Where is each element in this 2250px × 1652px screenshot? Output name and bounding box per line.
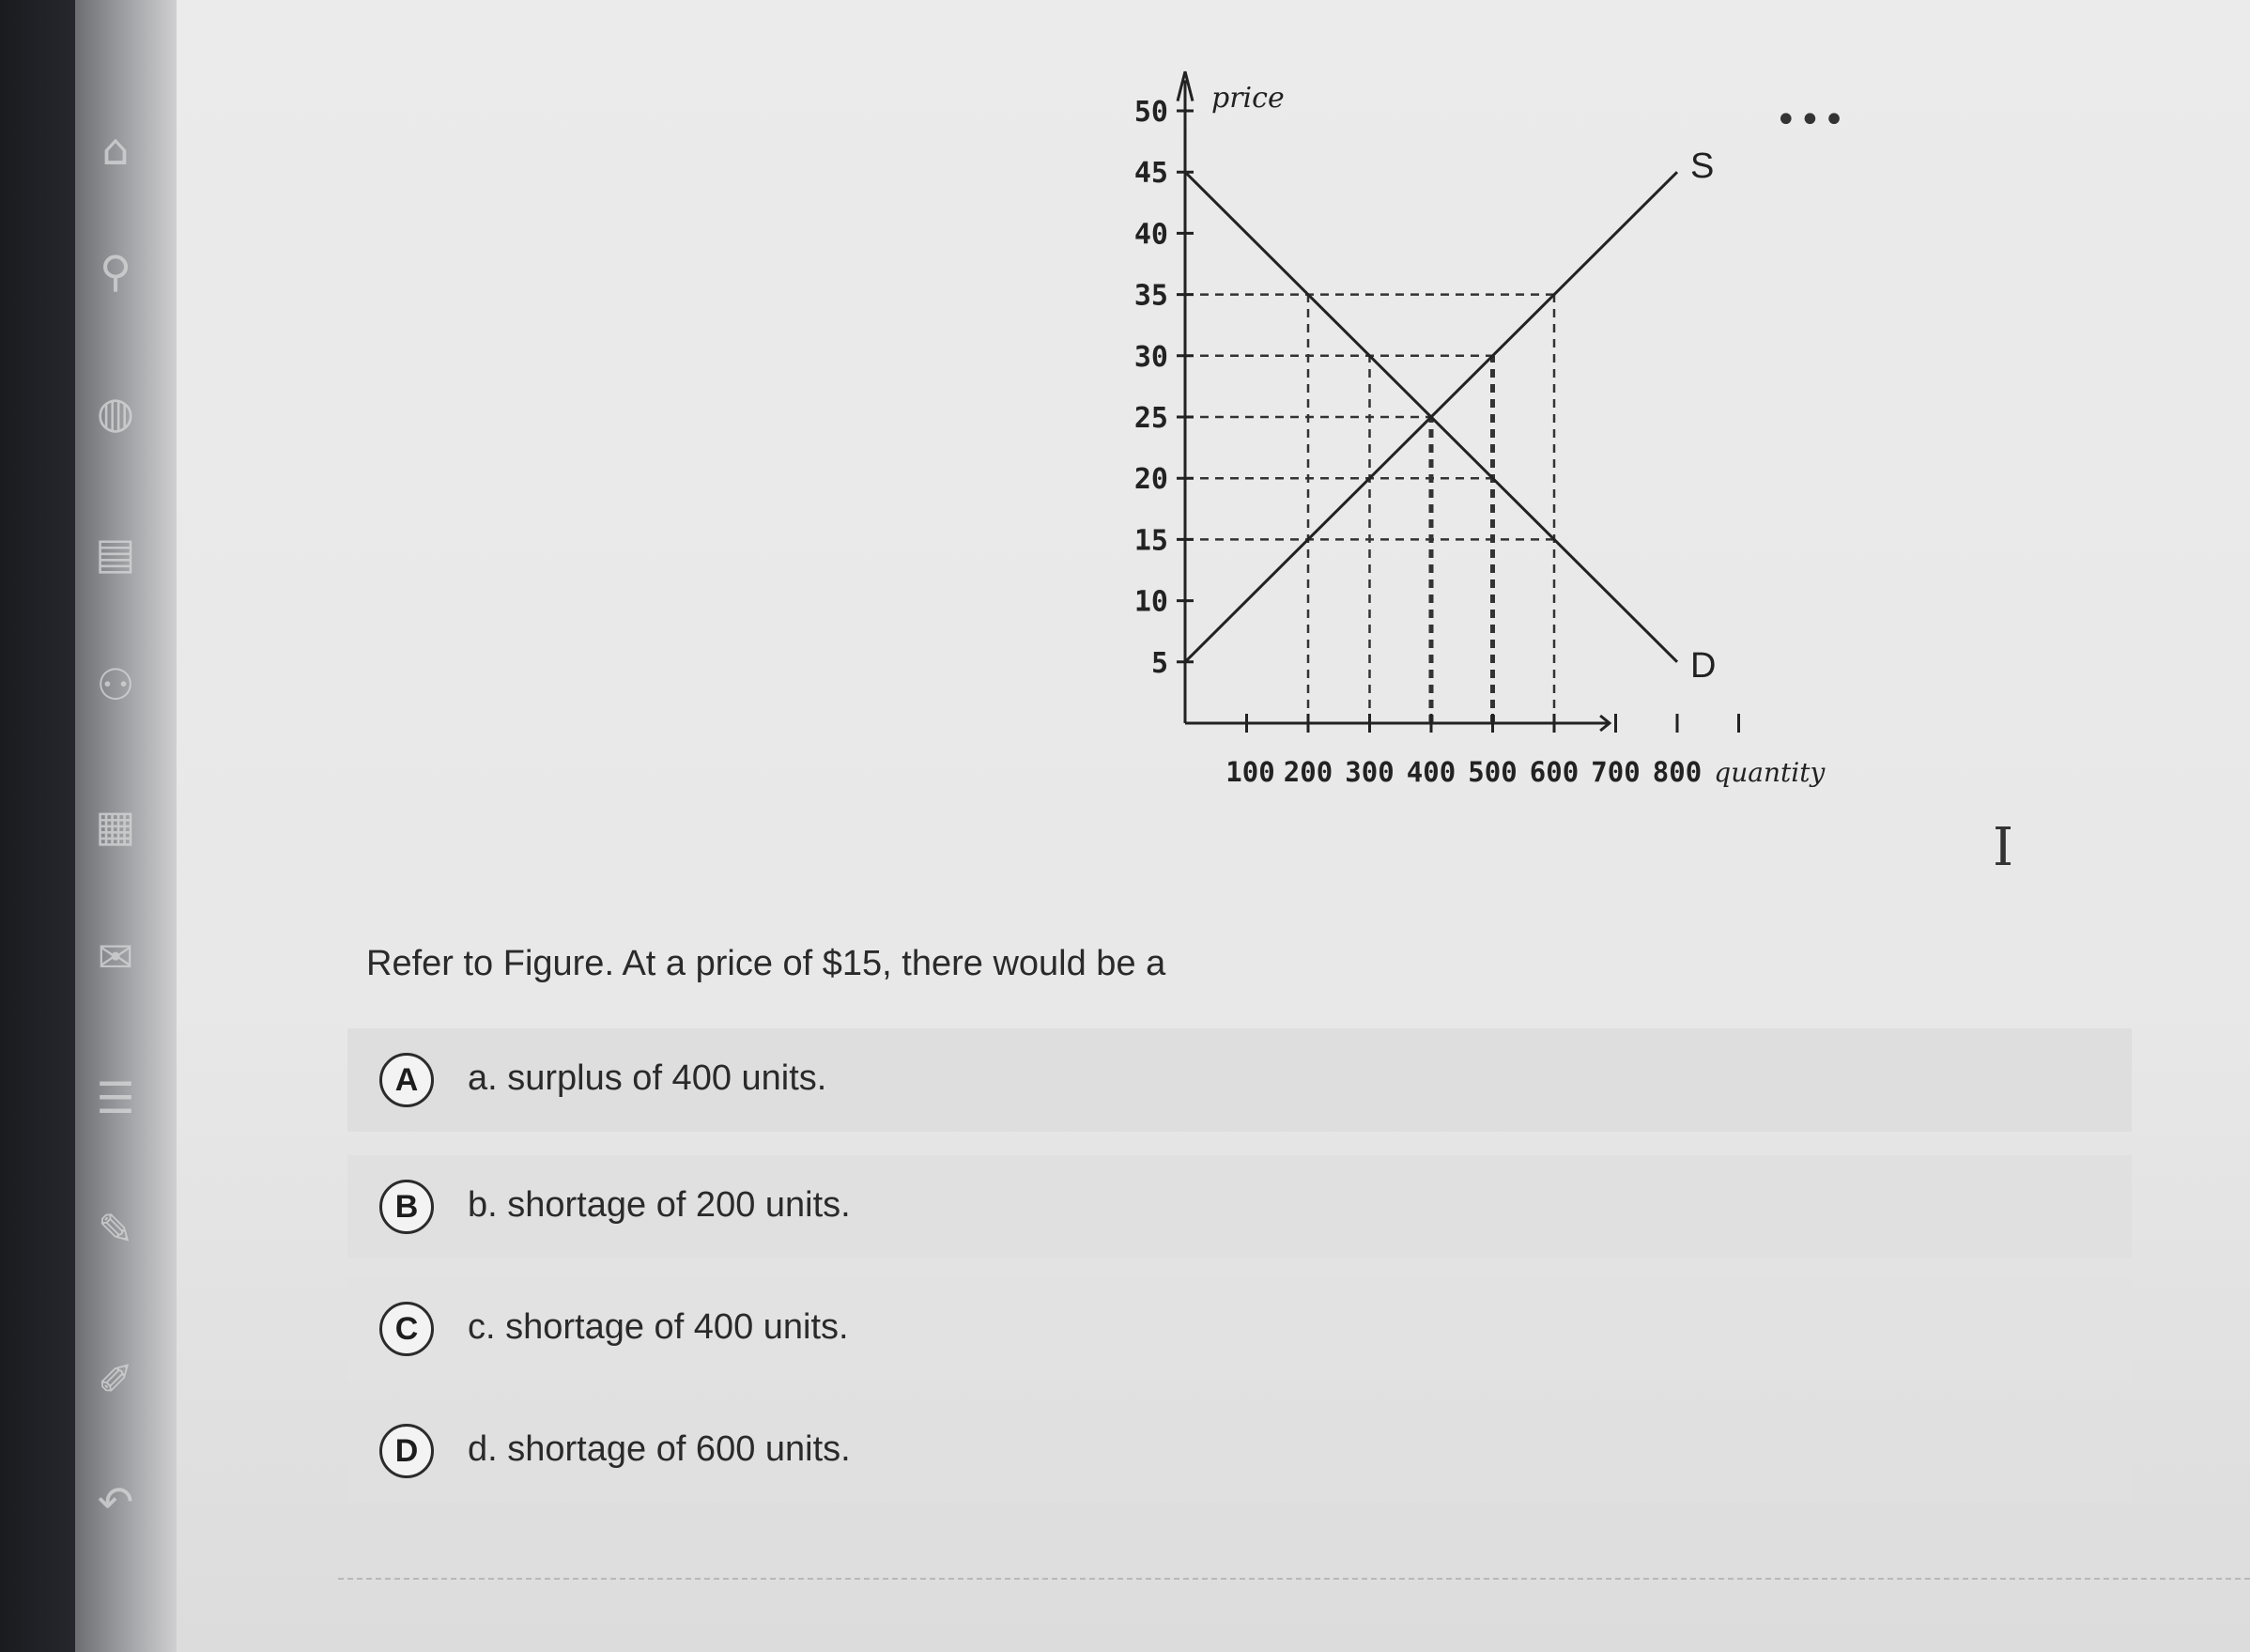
series-label-s: S	[1690, 147, 1715, 187]
bottom-divider	[338, 1578, 2250, 1580]
y-tick-label: 10	[1133, 585, 1168, 619]
question-text: Refer to Figure. At a price of $15, there would be a	[366, 944, 1166, 983]
x-tick-label: 500	[1468, 756, 1518, 788]
option-c[interactable]	[347, 1277, 2132, 1381]
y-axis-label: price	[1211, 82, 1285, 116]
x-tick-label: 800	[1652, 756, 1703, 788]
y-tick-label: 30	[1133, 340, 1168, 374]
option-d-text: d. shortage of 600 units.	[468, 1429, 851, 1469]
supply-demand-figure	[1108, 61, 1878, 812]
text-cursor-icon: Ι	[1993, 817, 2014, 878]
option-a-badge[interactable]: A	[379, 1053, 434, 1107]
highlighter-icon[interactable]: ✎	[97, 1204, 134, 1255]
x-tick-label: 300	[1345, 756, 1395, 788]
y-tick-label: 40	[1133, 218, 1168, 252]
y-tick-label: 50	[1133, 96, 1168, 129]
option-b-badge[interactable]: B	[379, 1180, 434, 1234]
y-tick-label: 25	[1133, 402, 1168, 435]
y-tick-label: 15	[1133, 524, 1168, 558]
option-c-badge[interactable]: C	[379, 1302, 434, 1356]
panel-icon[interactable]: ▤	[95, 528, 136, 579]
y-tick-label: 20	[1133, 463, 1168, 497]
x-tick-label: 700	[1591, 756, 1641, 788]
bank-icon[interactable]: ⌂	[101, 124, 130, 175]
option-c-text: c. shortage of 400 units.	[468, 1307, 849, 1347]
left-dark-bezel	[0, 0, 75, 1652]
x-tick-label: 400	[1406, 756, 1456, 788]
series-label-d: D	[1690, 645, 1717, 686]
x-axis-label: quantity	[1714, 757, 1826, 788]
y-tick-label: 5	[1150, 646, 1168, 680]
x-tick-label: 600	[1529, 756, 1580, 788]
mail-icon[interactable]: ✉	[97, 932, 134, 982]
undo-icon[interactable]: ↶	[97, 1476, 134, 1527]
people-icon[interactable]: ⚇	[96, 659, 135, 710]
edit-icon[interactable]: ✐	[97, 1354, 134, 1405]
x-tick-label: 200	[1283, 756, 1333, 788]
y-tick-label: 45	[1133, 157, 1168, 191]
option-b-text: b. shortage of 200 units.	[468, 1185, 851, 1225]
left-toolbar	[75, 0, 177, 1652]
x-tick-label: 100	[1225, 756, 1275, 788]
y-tick-label: 35	[1133, 279, 1168, 313]
search-icon[interactable]: ⚲	[100, 246, 131, 297]
calculator-icon[interactable]: ▦	[95, 800, 136, 851]
option-d[interactable]	[347, 1399, 2132, 1503]
option-b[interactable]	[347, 1155, 2132, 1258]
list-icon[interactable]: ☰	[96, 1073, 135, 1123]
chart-svg	[1108, 61, 1878, 812]
option-d-badge[interactable]: D	[379, 1424, 434, 1478]
globe-icon[interactable]: ◍	[96, 387, 135, 438]
more-options-button[interactable]: •••	[1775, 99, 1847, 142]
option-a[interactable]	[347, 1028, 2132, 1132]
option-a-text: a. surplus of 400 units.	[468, 1058, 827, 1098]
